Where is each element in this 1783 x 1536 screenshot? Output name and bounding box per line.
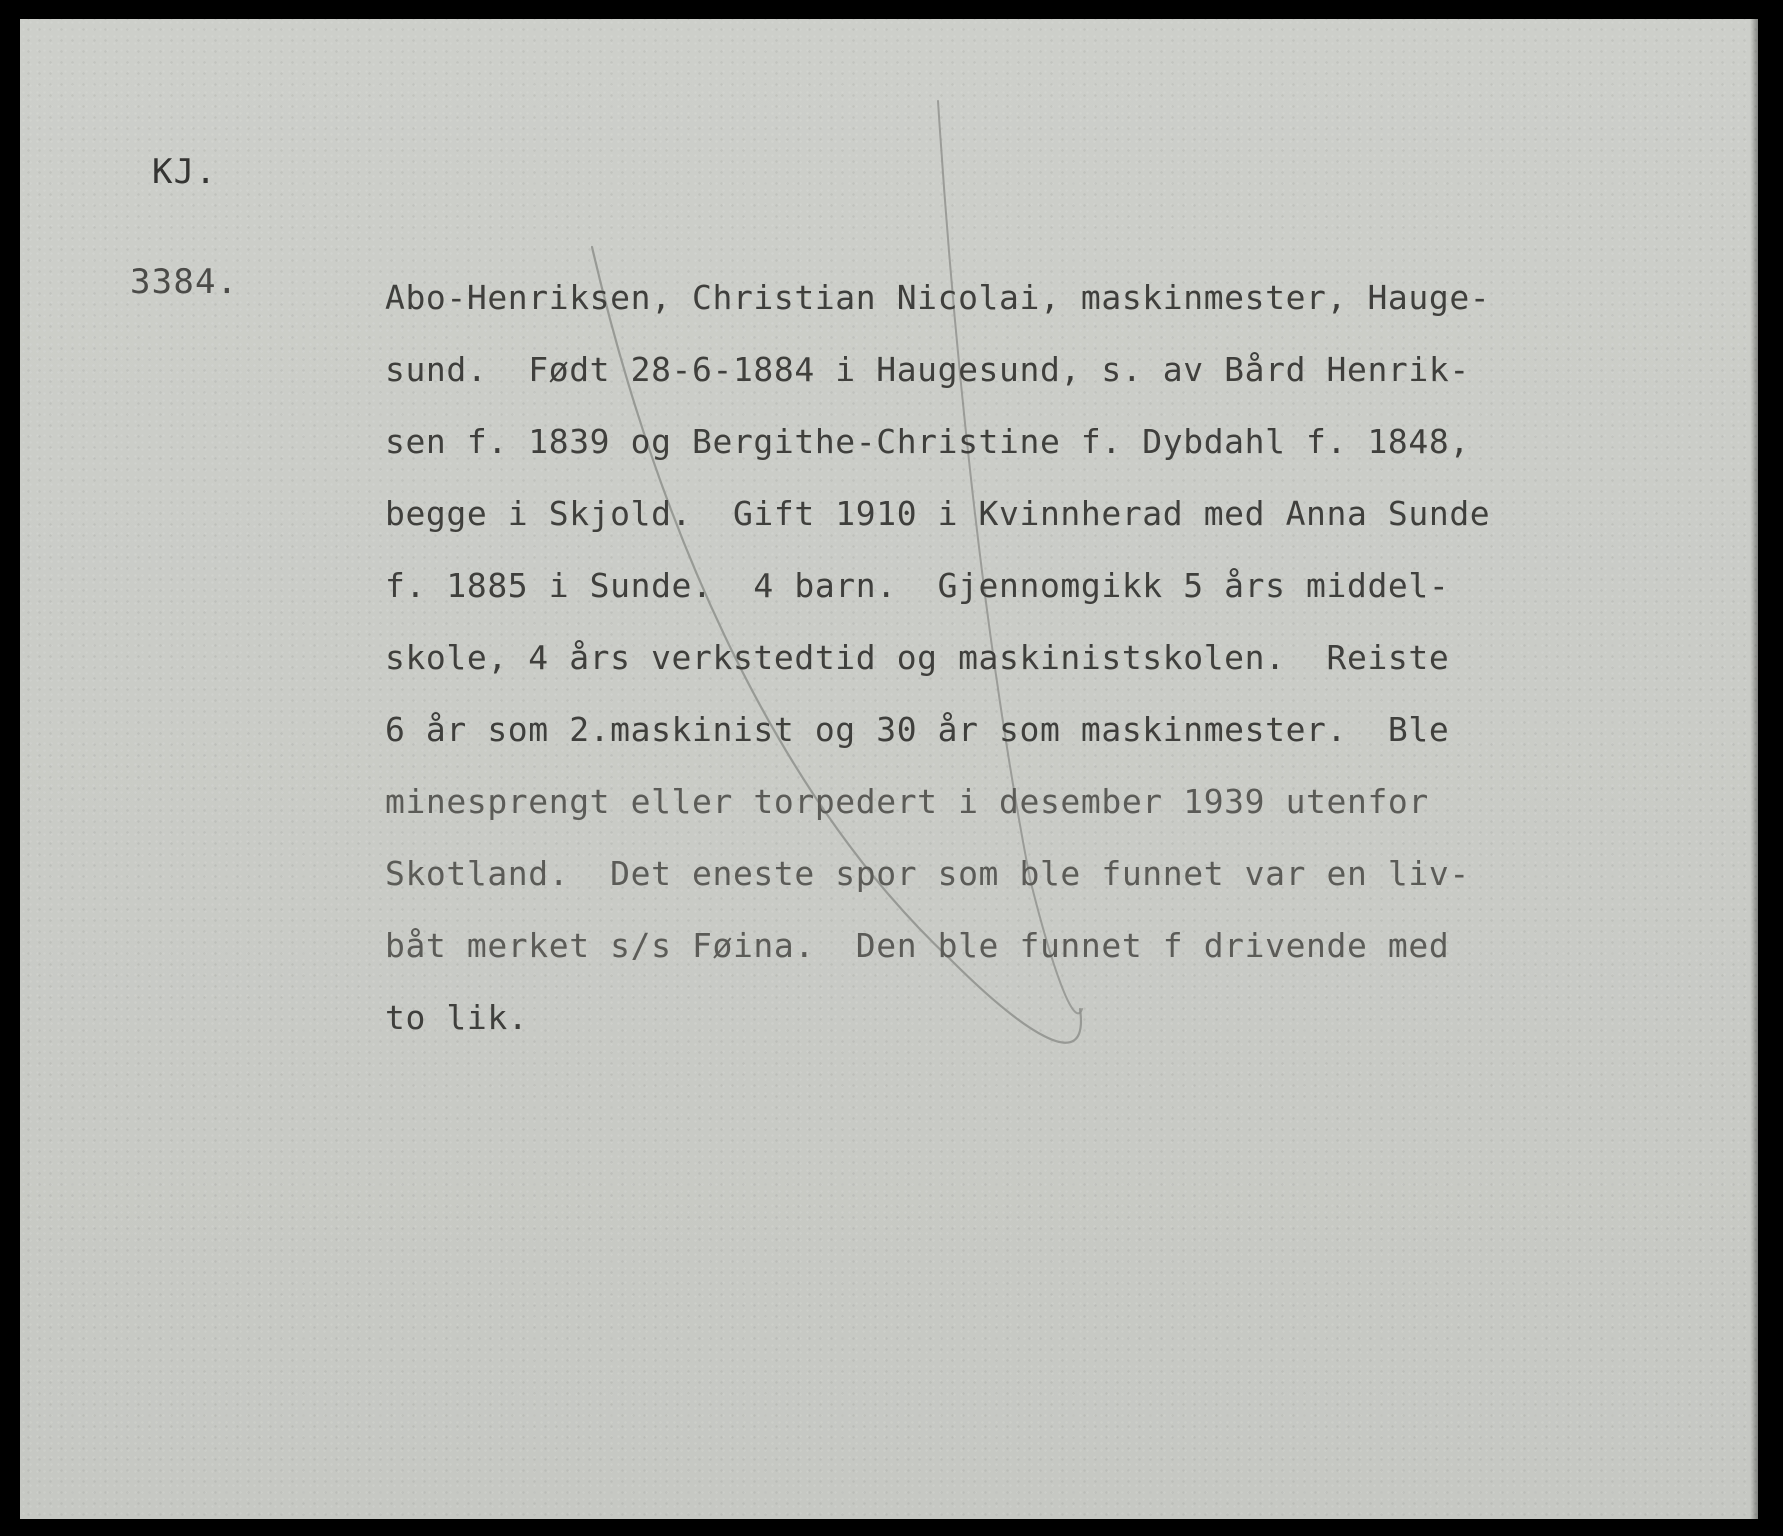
- entry-line: begge i Skjold. Gift 1910 i Kvinnherad med Anna Sunde: [385, 494, 1491, 533]
- entry-line: Skotland. Det eneste spor som ble funnet var en liv-: [385, 854, 1470, 893]
- entry-line: Abo-Henriksen, Christian Nicolai, maskinmester, Hauge-: [385, 278, 1491, 317]
- entry-line: f. 1885 i Sunde. 4 barn. Gjennomgikk 5 års middel-: [385, 566, 1450, 605]
- entry-line: skole, 4 års verkstedtid og maskinistskolen. Reiste: [385, 638, 1450, 677]
- entry-line: båt merket s/s Føina. Den ble funnet f drivende med: [385, 926, 1450, 965]
- heading-code: KJ.: [152, 152, 218, 192]
- entry-line: minesprengt eller torpedert i desember 1939 utenfor: [385, 782, 1429, 821]
- entry-line: sen f. 1839 og Bergithe-Christine f. Dybdahl f. 1848,: [385, 422, 1470, 461]
- entry-number: 3384.: [130, 262, 239, 302]
- entry-line: to lik.: [385, 998, 529, 1037]
- entry-line: sund. Født 28-6-1884 i Haugesund, s. av Bård Henrik-: [385, 350, 1470, 389]
- entry-line: 6 år som 2.maskinist og 30 år som maskinmester. Ble: [385, 710, 1450, 749]
- entry-text: [385, 262, 1675, 1054]
- paper-edge-shadow: [1750, 19, 1758, 1519]
